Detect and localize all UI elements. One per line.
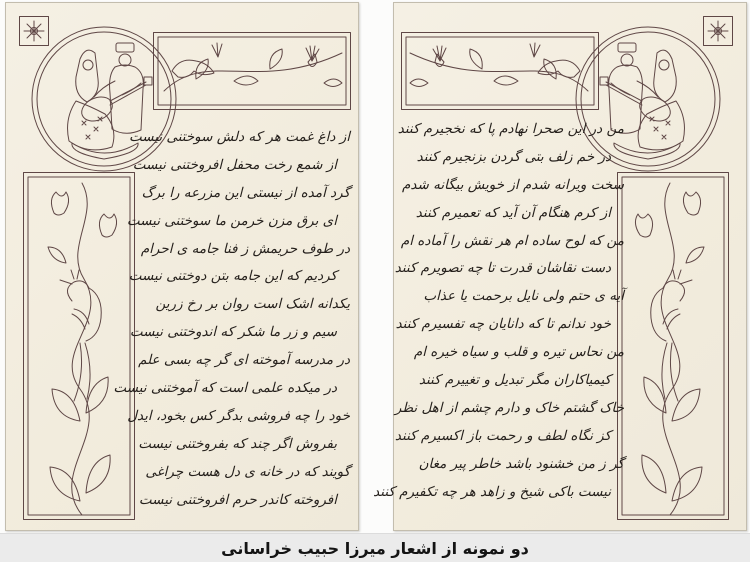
- verse-line: نیست باکی شیخ و زاهد هر چه تکفیرم کنند: [373, 483, 611, 500]
- verse-line: در خم زلف بتی گردن بزنجیرم کنند: [416, 148, 611, 165]
- manuscript-page-left: [5, 2, 359, 531]
- right-page-poem: [373, 121, 624, 511]
- verse-line: در طوف حریمش ز فنا جامه ی احرام: [140, 240, 350, 257]
- verse-line: افروخته کاندر حرم افروختنی نیست: [138, 491, 337, 508]
- verse-line: گر ز من خشنود باشد خاطر پیر مغان: [418, 455, 624, 472]
- verse-line: خود ندانم تا که دانایان چه تفسیرم کنند: [395, 316, 611, 333]
- verse-line: کردیم که این جامه بتن دوختنی نیست: [128, 268, 337, 285]
- verse-line: کیمیاکاران مگر تبدیل و تغییرم کنند: [418, 372, 611, 389]
- verse-line: من نحاس تیره و قلب و سیاه خیره ام: [413, 344, 624, 361]
- verse-line: از شمع رخت محفل افروختنی نیست: [132, 156, 337, 173]
- floral-band-icon: [152, 31, 352, 111]
- left-page-poem: [113, 129, 350, 519]
- verse-line: سخت ویرانه شدم از خویش بیگانه شدم: [402, 176, 624, 193]
- verse-line: ای برق مزن خرمن ما سوختنی نیست: [126, 212, 337, 229]
- verse-line: در میکده علمی است که آموختنی نیست: [113, 380, 337, 397]
- verse-line: خود را چه فروشی بدگر کس بخود، ایدل: [127, 407, 350, 424]
- verse-line: بفروش اگر چند که بفروختنی نیست: [138, 435, 337, 452]
- caption-text: دو نمونه از اشعار میرزا حبیب خراسانی: [221, 539, 529, 558]
- verse-line: در مدرسه آموخته ای گر چه بسی علم: [138, 352, 350, 369]
- caption-bar: [0, 533, 750, 562]
- verse-line: کز نگاه لطف و رحمت باز اکسیرم کنند: [394, 427, 611, 444]
- verse-line: سیم و زر ما شکر که اندوختنی نیست: [129, 324, 337, 341]
- verse-line: از کرم هنگام آن آید که تعمیرم کنند: [415, 204, 611, 221]
- verse-line: من که لوح ساده ام هر نقش را آماده ام: [400, 232, 624, 249]
- bird-panel-icon: [616, 171, 730, 521]
- floral-band-icon: [400, 31, 600, 111]
- verse-line: یکدانه اشک است روان بر رخ زرین: [155, 296, 350, 313]
- verse-line: گرد آمده از نیستی این مزرعه را برگ: [141, 184, 350, 201]
- verse-line: گویند که در خانه ی دل هست چراغی: [145, 463, 350, 480]
- verse-line: آیه ی حتم ولی نایل برحمت یا عذاب: [423, 288, 624, 305]
- verse-line: دست نقاشان قدرت تا چه تصویرم کنند: [394, 260, 611, 277]
- verse-line: از داغ غمت هر که دلش سوختنی نیست: [129, 129, 350, 145]
- verse-line: من در این صحرا نهادم پا که نخجیرم کنند: [397, 121, 624, 137]
- bird-panel-icon: [22, 171, 136, 521]
- verse-line: خاک گشتم خاک و دارم چشم از اهل نظر: [394, 399, 624, 416]
- manuscript-page-right: [373, 2, 747, 531]
